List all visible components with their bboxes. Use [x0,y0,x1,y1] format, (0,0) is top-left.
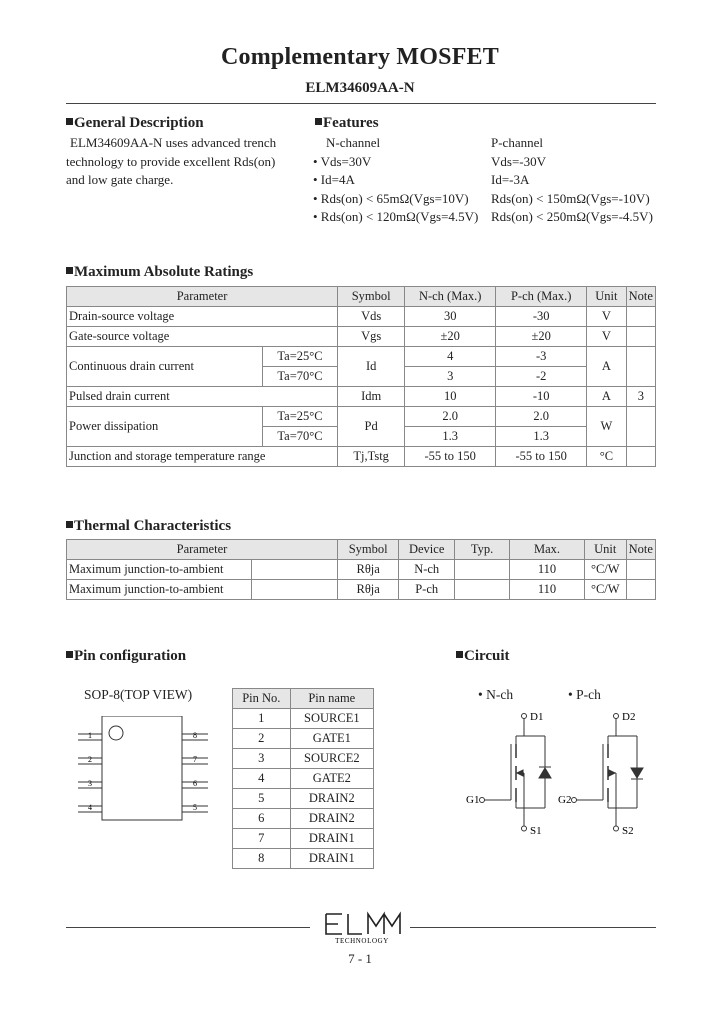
description-line: technology to provide excellent Rds(on) [66,153,276,169]
col-header: Typ. [454,540,509,560]
p-ch-label: • P-ch [568,687,601,702]
pin-number-label: 8 [193,731,197,740]
p-channel-mosfet-symbol [572,714,644,832]
part-number: ELM34609AA-N [305,80,415,96]
pin-number-label: 7 [193,755,197,764]
cell: P-ch [399,580,455,600]
feature-line: • Rds(on) < 65mΩ(Vgs=10V) [313,190,469,206]
page-title: Complementary MOSFET [221,44,499,70]
cell: Vds [338,307,405,327]
table-row [67,560,656,580]
cell: 1.3 [496,427,587,447]
col-header: Note [626,540,655,560]
feature-line: P-channel [491,135,543,150]
footer-divider-left [66,927,310,928]
feature-line: • Vds=30V [313,153,372,169]
col-header: Unit [584,540,626,560]
col-header: Device [399,540,455,560]
d2-label: D2 [622,711,636,723]
features-n-channel [313,134,478,227]
pin-number-label: 3 [88,779,92,788]
features-p-channel [491,134,653,227]
cell: 30 [405,307,496,327]
cell: N-ch [399,560,455,580]
general-description-text [66,134,306,190]
max-ratings-heading: Maximum Absolute Ratings [66,264,253,281]
table-header-row [67,287,656,307]
col-header: Parameter [67,287,338,307]
table-row [67,307,656,327]
feature-line: • Rds(on) < 120mΩ(Vgs=4.5V) [313,209,479,224]
circuit-diagram [460,706,660,842]
cell [626,347,655,387]
col-header: Max. [510,540,585,560]
cell: °C/W [584,560,626,580]
cell: 110 [510,560,585,580]
cell: Ta=25°C [262,407,337,427]
feature-line: N-channel [326,135,381,150]
cell: DRAIN1 [290,849,373,869]
table-row [67,327,656,347]
pin-table [232,688,374,869]
bullet-square-icon [66,521,73,528]
d1-label: D1 [530,711,544,723]
cell: Continuous drain current [67,347,263,387]
cell: Pd [338,407,405,447]
cell: °C [587,447,626,467]
left-pins [78,731,102,812]
table-row [233,709,374,729]
cell: Maximum junction-to-ambient [67,580,252,600]
cell: 6 [233,809,291,829]
cell: Pulsed drain current [67,387,338,407]
table-row [233,729,374,749]
cell: -30 [496,307,587,327]
cell: 2.0 [496,407,587,427]
cell: Vgs [338,327,405,347]
s2-label: S2 [622,825,634,837]
col-header: Parameter [67,540,338,560]
feature-line: Id=-3A [491,172,530,187]
cell [626,327,655,347]
cell: Drain-source voltage [67,307,338,327]
cell: A [587,387,626,407]
table-row [67,347,656,367]
col-header: P-ch (Max.) [496,287,587,307]
cell: -55 to 150 [496,447,587,467]
cell: Id [338,347,405,387]
table-row [67,407,656,427]
cell: -2 [496,367,587,387]
cell: ±20 [496,327,587,347]
sop8-package-diagram [70,716,220,828]
cell: DRAIN2 [290,809,373,829]
col-header: Pin No. [233,689,291,709]
bullet-square-icon [66,651,73,658]
table-header-row [233,689,374,709]
pin-number-label: 6 [193,779,197,788]
table-header-row [67,540,656,560]
table-row [67,387,656,407]
cell: 4 [233,769,291,789]
cell [626,580,655,600]
table-row [233,849,374,869]
cell: SOURCE2 [290,749,373,769]
logo-subtext: TECHNOLOGY [335,937,389,945]
cell: 3 [405,367,496,387]
package-body [102,716,182,820]
cell: Rθja [337,580,398,600]
cell: 7 [233,829,291,849]
cell: 3 [233,749,291,769]
cell: Ta=25°C [262,347,337,367]
description-line: and low gate charge. [66,172,174,187]
cell: 110 [510,580,585,600]
col-header: Unit [587,287,626,307]
g2-label: G2 [558,794,572,806]
cell: 2.0 [405,407,496,427]
features-heading: Features [315,115,379,132]
cell: -3 [496,347,587,367]
col-header: Symbol [337,540,398,560]
pin-number-label: 2 [88,755,92,764]
pin-number-label: 1 [88,731,92,740]
col-header: Pin name [290,689,373,709]
cell: 8 [233,849,291,869]
elm-logo [318,910,406,946]
thermal-heading: Thermal Characteristics [66,518,231,535]
table-row [233,809,374,829]
table-row [233,749,374,769]
package-label: SOP-8(TOP VIEW) [84,687,193,702]
elm-logo-mark [326,914,400,934]
cell: Idm [338,387,405,407]
cell: W [587,407,626,447]
cell: -10 [496,387,587,407]
cell [454,580,509,600]
cell: GATE1 [290,729,373,749]
pin-number-label: 5 [193,803,197,812]
cell [252,560,338,580]
cell: Rθja [337,560,398,580]
max-ratings-table [66,286,656,467]
cell: Tj,Tstg [338,447,405,467]
feature-line: Rds(on) < 250mΩ(Vgs=-4.5V) [491,209,653,224]
cell: 1 [233,709,291,729]
g1-label: G1 [466,794,480,806]
bullet-square-icon [456,651,463,658]
bullet-square-icon [66,118,73,125]
thermal-table [66,539,656,600]
cell [454,560,509,580]
cell: -55 to 150 [405,447,496,467]
cell [626,560,655,580]
cell: V [587,327,626,347]
cell: V [587,307,626,327]
cell [626,447,655,467]
pin1-marker-icon [109,726,123,740]
bullet-square-icon [315,118,322,125]
table-row [233,829,374,849]
pin-config-heading: Pin configuration [66,648,186,665]
cell: A [587,347,626,387]
table-row [233,789,374,809]
cell: Ta=70°C [262,367,337,387]
cell: 1.3 [405,427,496,447]
cell: ±20 [405,327,496,347]
n-ch-label: • N-ch [478,687,514,702]
pin-number-label: 4 [88,803,92,812]
feature-line: Rds(on) < 150mΩ(Vgs=-10V) [491,190,650,206]
cell: 4 [405,347,496,367]
footer-divider-right [410,927,656,928]
table-row [67,580,656,600]
cell [626,307,655,327]
cell: SOURCE1 [290,709,373,729]
cell [252,580,338,600]
cell: Maximum junction-to-ambient [67,560,252,580]
col-header: N-ch (Max.) [405,287,496,307]
col-header: Note [626,287,655,307]
cell: DRAIN1 [290,829,373,849]
cell: DRAIN2 [290,789,373,809]
cell: Power dissipation [67,407,263,447]
page-number: 7 - 1 [348,951,372,966]
cell: °C/W [584,580,626,600]
table-row [67,447,656,467]
cell: GATE2 [290,769,373,789]
feature-line: • Id=4A [313,172,355,187]
general-description-heading: General Description [66,115,204,132]
feature-line: Vds=-30V [491,153,546,169]
n-channel-mosfet-symbol [480,714,552,832]
cell: 5 [233,789,291,809]
col-header: Symbol [338,287,405,307]
table-row [233,769,374,789]
cell: 10 [405,387,496,407]
bullet-square-icon [66,267,73,274]
cell: Gate-source voltage [67,327,338,347]
circuit-heading: Circuit [456,648,510,665]
cell: 2 [233,729,291,749]
cell: Ta=70°C [262,427,337,447]
description-line: ELM34609AA-N uses advanced trench [70,135,277,150]
cell: 3 [626,387,655,407]
header-divider [66,103,656,104]
cell: Junction and storage temperature range [67,447,338,467]
right-pins [182,731,208,812]
s1-label: S1 [530,825,542,837]
cell [626,407,655,447]
